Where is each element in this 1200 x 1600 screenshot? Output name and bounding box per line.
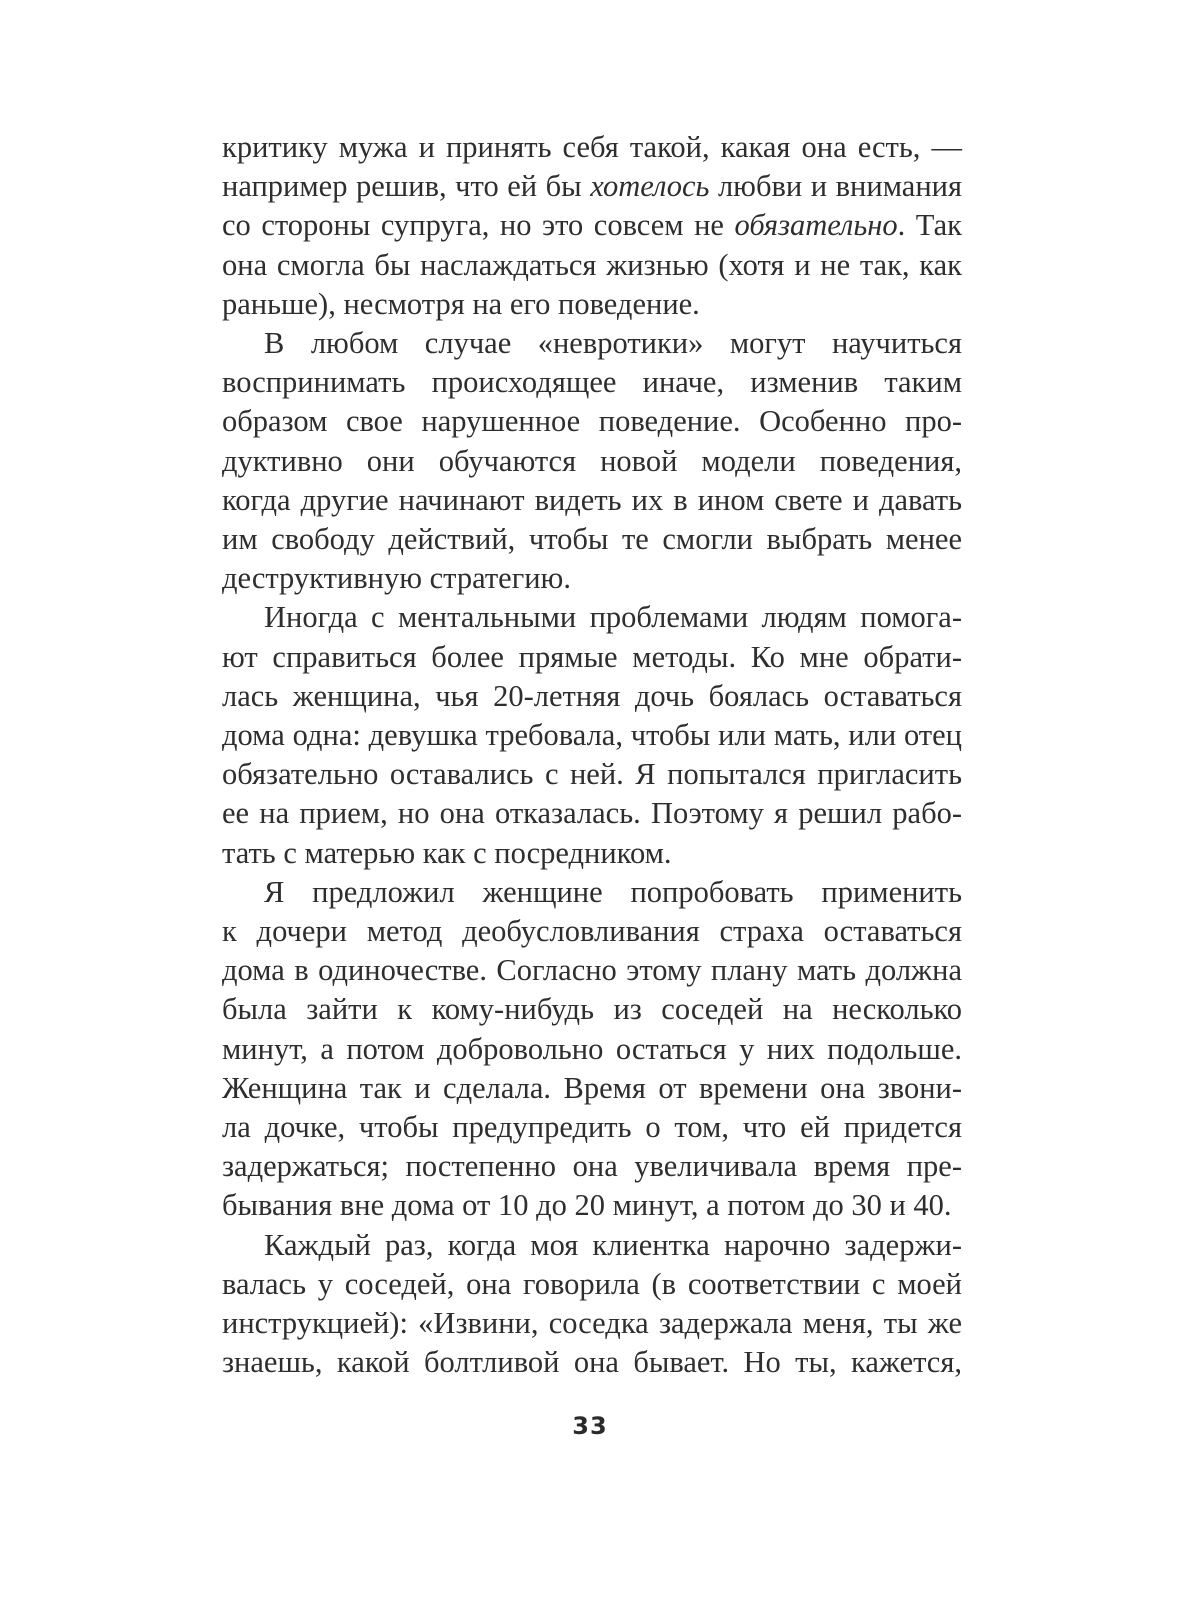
text-line xyxy=(222,324,962,363)
italic-text: хотелось xyxy=(590,169,710,204)
text-segment: критику мужа и принять себя такой, какая она есть, — xyxy=(222,130,962,164)
paragraph xyxy=(222,873,962,1226)
paragraph xyxy=(222,128,962,324)
text-segment: образом свое нарушенное поведение. Особенно про- xyxy=(222,404,962,439)
text-line xyxy=(222,1226,962,1265)
text-line xyxy=(222,1030,962,1069)
text-segment: Женщина так и сделала. Время от времени она звони- xyxy=(222,1070,962,1105)
text-segment: со стороны супруга, но это совсем не xyxy=(222,208,735,243)
text-line xyxy=(222,677,962,716)
text-line xyxy=(222,912,962,951)
text-segment: В любом случае «невротики» могут научиться xyxy=(264,326,962,361)
text-segment: к дочери метод деобусловливания страха оставаться xyxy=(222,914,962,949)
text-line xyxy=(222,167,962,206)
text-segment: ют справиться более прямые методы. Ко мне обрати- xyxy=(222,639,962,674)
text-segment: была зайти к кому-нибудь из соседей на несколько xyxy=(222,992,962,1027)
text-line xyxy=(222,1265,962,1304)
text-segment: валась у соседей, она говорила (в соответствии с моей xyxy=(222,1266,962,1301)
text-segment: Я предложил женщине попробовать применить xyxy=(264,874,962,909)
text-segment: например решив, что ей бы xyxy=(222,169,591,204)
text-line xyxy=(222,128,962,167)
text-line xyxy=(222,834,962,873)
text-segment: знаешь, какой болтливой она бывает. Но ты, кажется, xyxy=(222,1345,962,1380)
text-line xyxy=(222,638,962,677)
text-line xyxy=(222,951,962,990)
text-segment: обязательно оставались с ней. Я попытался пригласить xyxy=(222,757,962,792)
text-line xyxy=(222,246,962,285)
text-line xyxy=(222,363,962,402)
text-segment: . Так xyxy=(897,208,962,243)
text-line xyxy=(222,990,962,1029)
italic-text: обязательно xyxy=(734,208,898,243)
text-line xyxy=(222,559,962,598)
text-segment: ла дочке, чтобы предупредить о том, что ей придется xyxy=(222,1110,962,1145)
text-line xyxy=(222,285,962,324)
text-line xyxy=(222,520,962,559)
text-line xyxy=(222,1147,962,1186)
text-segment: Каждый раз, когда моя клиентка нарочно задержи- xyxy=(264,1227,962,1262)
text-line xyxy=(222,481,962,520)
text-segment: бывания вне дома от 10 до 20 минут, а потом до 30 и 40. xyxy=(222,1188,952,1223)
text-segment: дуктивно они обучаются новой модели поведения, xyxy=(222,443,962,478)
text-line xyxy=(222,598,962,637)
text-segment: она смогла бы наслаждаться жизнью (хотя и не так, как xyxy=(222,247,962,282)
text-segment: задержаться; постепенно она увеличивала время пре- xyxy=(222,1149,962,1184)
paragraph xyxy=(222,598,962,872)
text-segment: воспринимать происходящее иначе, изменив таким xyxy=(222,365,962,400)
page-number: 33 xyxy=(572,1412,608,1440)
text-line xyxy=(222,716,962,755)
text-segment: минут, а потом добровольно остаться у них подольше. xyxy=(222,1031,962,1066)
text-segment: дома в одиночестве. Согласно этому плану мать должна xyxy=(222,953,962,988)
text-line xyxy=(222,1069,962,1108)
text-line xyxy=(222,1108,962,1147)
text-segment: деструктивную стратегию. xyxy=(222,561,571,596)
text-line xyxy=(222,1343,962,1382)
text-segment: дома одна: девушка требовала, чтобы или мать, или отец xyxy=(222,718,962,753)
text-segment: Иногда с ментальными проблемами людям помога- xyxy=(264,600,962,635)
paragraph xyxy=(222,324,962,598)
paragraph xyxy=(222,1226,962,1383)
text-segment: им свободу действий, чтобы те смогли выбрать менее xyxy=(222,522,962,557)
text-line xyxy=(222,206,962,245)
text-segment: ее на прием, но она отказалась. Поэтому я решил рабо- xyxy=(222,796,962,831)
text-line xyxy=(222,1186,962,1225)
text-line xyxy=(222,402,962,441)
text-line xyxy=(222,1304,962,1343)
text-line xyxy=(222,755,962,794)
text-segment: лась женщина, чья 20-летняя дочь боялась оставаться xyxy=(222,678,962,713)
text-segment: любви и внимания xyxy=(709,169,962,204)
text-segment: когда другие начинают видеть их в ином свете и давать xyxy=(222,482,962,517)
text-segment: тать с матерью как с посредником. xyxy=(222,835,672,870)
text-segment: раньше), несмотря на его поведение. xyxy=(222,286,700,321)
text-line xyxy=(222,873,962,912)
text-line xyxy=(222,794,962,833)
text-segment: инструкцией): «Извини, соседка задержала меня, ты же xyxy=(222,1306,962,1341)
body-text xyxy=(222,128,962,1383)
text-line xyxy=(222,442,962,481)
